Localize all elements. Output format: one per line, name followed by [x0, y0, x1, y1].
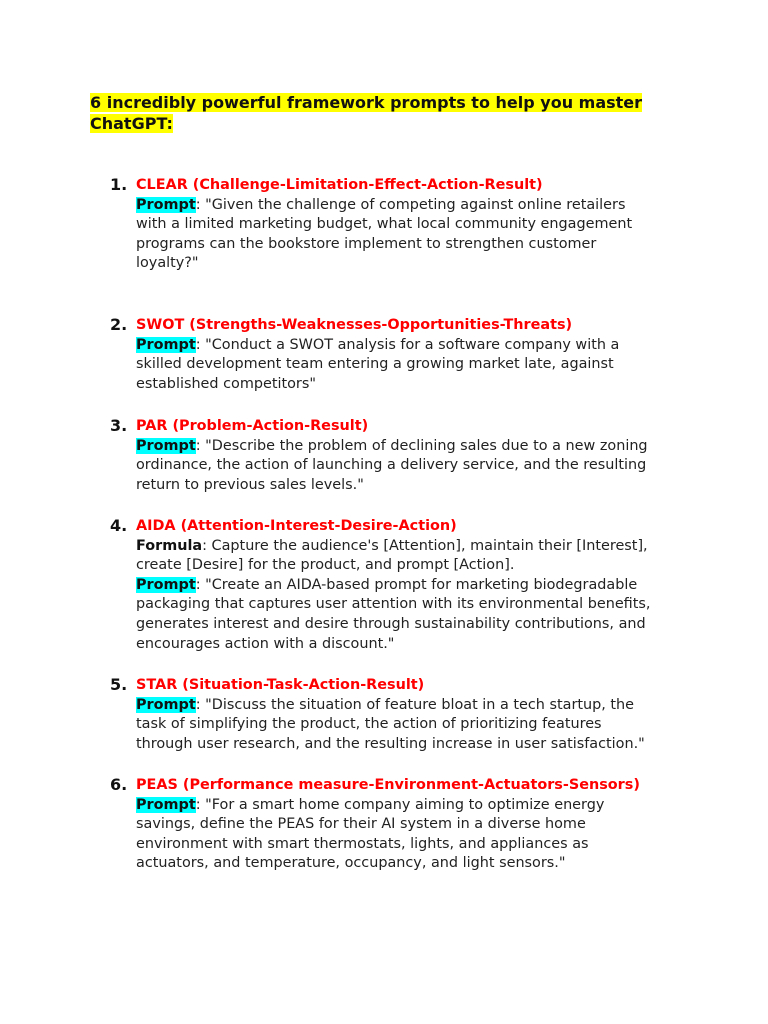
prompt-line: Prompt: "Describe the problem of declining sales due to a new zoning [136, 437, 648, 454]
prompt-line: programs can the bookstore implement to strengthen customer [136, 235, 597, 252]
prompt-line: Prompt: "For a smart home company aiming to optimize energy [136, 796, 605, 813]
item-number: 2. [110, 315, 128, 334]
prompt-label: Prompt [136, 437, 196, 454]
title-line-1: 6 incredibly powerful framework prompts to help you master [90, 93, 643, 112]
prompt-line: Prompt: "Given the challenge of competing against online retailers [136, 196, 626, 213]
item-number: 1. [110, 175, 128, 194]
page-title [90, 92, 690, 134]
prompt-line: with a limited marketing budget, what local community engagement [136, 216, 633, 233]
prompt-line: actuators, and temperature, occupancy, and light sensors." [136, 855, 566, 872]
item-body [136, 676, 686, 754]
item-body [136, 417, 686, 495]
prompt-line: encourages action with a discount." [136, 635, 395, 652]
prompt-label: Prompt [136, 336, 196, 353]
prompt-line: task of simplifying the product, the action of prioritizing features [136, 716, 602, 733]
item-heading: AIDA (Attention-Interest-Desire-Action) [136, 518, 457, 534]
item-number: 3. [110, 416, 128, 435]
formula-label: Formula [136, 537, 203, 554]
title-line-2: ChatGPT: [90, 114, 173, 133]
prompt-line: savings, define the PEAS for their AI system in a diverse home [136, 816, 586, 833]
prompt-line: environment with smart thermostats, lights, and appliances as [136, 835, 589, 852]
item-heading: PAR (Problem-Action-Result) [136, 418, 369, 434]
formula-line: Formula: Capture the audience's [Attention], maintain their [Interest], [136, 537, 648, 554]
prompt-label: Prompt [136, 576, 196, 593]
prompt-line: generates interest and desire through sustainability contributions, and [136, 615, 646, 632]
item-heading: PEAS (Performance measure-Environment-Actuators-Sensors) [136, 777, 640, 793]
item-heading: SWOT (Strengths-Weaknesses-Opportunities-Threats) [136, 317, 573, 333]
prompt-line: Prompt: "Conduct a SWOT analysis for a software company with a [136, 336, 620, 353]
item-body [136, 517, 686, 654]
prompt-line: packaging that captures user attention with its environmental benefits, [136, 596, 651, 613]
formula-line: create [Desire] for the product, and prompt [Action]. [136, 557, 515, 574]
item-number: 6. [110, 775, 128, 794]
item-body [136, 776, 686, 874]
item-number: 4. [110, 516, 128, 535]
item-body [136, 176, 686, 274]
prompt-line: ordinance, the action of launching a delivery service, and the resulting [136, 457, 647, 474]
item-body [136, 316, 686, 394]
prompt-line: return to previous sales levels." [136, 476, 364, 493]
prompt-line: loyalty?" [136, 255, 199, 272]
prompt-line: Prompt: "Create an AIDA-based prompt for marketing biodegradable [136, 576, 638, 593]
prompt-line: through user research, and the resulting increase in user satisfaction." [136, 735, 645, 752]
item-number: 5. [110, 675, 128, 694]
prompt-label: Prompt [136, 196, 196, 213]
item-heading: STAR (Situation-Task-Action-Result) [136, 677, 425, 693]
prompt-line: skilled development team entering a growing market late, against [136, 356, 614, 373]
prompt-line: established competitors" [136, 375, 316, 392]
item-heading: CLEAR (Challenge-Limitation-Effect-Action-Result) [136, 177, 543, 193]
prompt-label: Prompt [136, 696, 196, 713]
prompt-label: Prompt [136, 796, 196, 813]
prompt-line: Prompt: "Discuss the situation of feature bloat in a tech startup, the [136, 696, 635, 713]
